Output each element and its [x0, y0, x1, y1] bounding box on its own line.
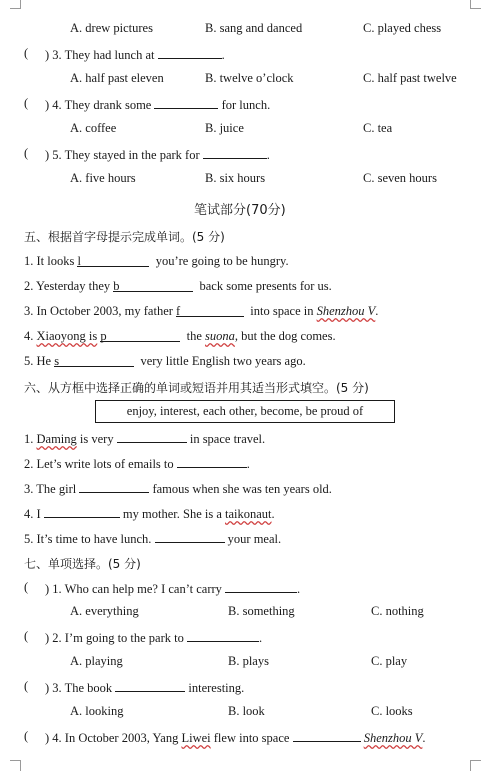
corner-mark-bottom-right [470, 760, 481, 771]
option-c: C. seven hours [363, 171, 437, 185]
question-text: In October 2003, Yang [64, 731, 179, 745]
fill-in-item [24, 505, 275, 522]
answer-blank[interactable] [117, 430, 187, 443]
option-c: C. play [371, 654, 408, 668]
answer-paren-open[interactable]: ( [24, 46, 29, 60]
question-number: 3. [52, 681, 62, 695]
answer-paren-close: ) [45, 631, 50, 645]
fill-in-item [24, 530, 281, 547]
spacecraft-name: Shenzhou V [316, 304, 376, 318]
item-number: 4. [24, 329, 34, 343]
item-text-tail: , but the dog comes. [234, 329, 336, 343]
question-number: 3. [52, 48, 62, 62]
item-text: Xiaoyong is [36, 329, 98, 343]
option-b: B. juice [205, 121, 244, 135]
corner-mark-top-left [10, 0, 21, 9]
answer-blank[interactable] [79, 480, 149, 493]
item-text: is very [79, 432, 114, 446]
initial-letter-hint: b [113, 279, 120, 293]
punctuation: . [375, 304, 379, 318]
item-text: Yesterday they [36, 279, 111, 293]
answer-blank[interactable] [158, 46, 222, 59]
fill-in-item [24, 455, 250, 472]
question-text-end: . [297, 582, 301, 596]
answer-paren-close: ) [45, 98, 50, 112]
answer-paren-open[interactable]: ( [24, 580, 29, 594]
question-text-end: for lunch. [221, 98, 271, 112]
answer-paren-open[interactable]: ( [24, 679, 29, 693]
answer-blank[interactable] [293, 729, 361, 742]
option-c: C. looks [371, 704, 413, 718]
person-name: Liwei [181, 731, 211, 745]
item-text: In October 2003, my father [36, 304, 173, 318]
option-b: B. plays [228, 654, 269, 668]
item-text-end: the [186, 329, 202, 343]
answer-paren-open[interactable]: ( [24, 729, 29, 743]
spacecraft-name: Shenzhou V [363, 731, 423, 745]
option-a: A. five hours [70, 171, 136, 185]
item-number: 2. [24, 457, 34, 471]
section-heading: 七、单项选择。(5 分) [24, 557, 141, 571]
answer-paren-open[interactable]: ( [24, 96, 29, 110]
word-taikonaut: taikonaut [225, 507, 272, 521]
word-bank-box [95, 400, 395, 423]
answer-blank[interactable] [176, 304, 244, 317]
question-number: 4. [52, 98, 62, 112]
item-text-end: you’re going to be hungry. [155, 254, 289, 268]
item-text: Let’s write lots of emails to [36, 457, 174, 471]
question-text-end: . [259, 631, 263, 645]
question-number: 5. [52, 148, 62, 162]
option-c: C. half past twelve [363, 71, 457, 85]
item-text-end: my mother. She is a [122, 507, 222, 521]
answer-paren-close: ) [45, 681, 50, 695]
fill-in-item [24, 254, 289, 269]
initial-letter-hint: p [100, 329, 107, 343]
question-text: They drank some [64, 98, 152, 112]
option-c: C. tea [363, 121, 393, 135]
answer-blank[interactable] [113, 279, 193, 292]
question-text: They had lunch at [64, 48, 155, 62]
item-number: 5. [24, 354, 34, 368]
option-a: A. looking [70, 704, 124, 718]
punctuation: . [271, 507, 275, 521]
item-text: The girl [36, 482, 77, 496]
answer-blank[interactable] [100, 329, 180, 342]
section-title: 笔试部分(70分) [194, 203, 286, 218]
word-bank-text: enjoy, interest, each other, become, be proud of [126, 404, 364, 418]
initial-letter-hint: s [54, 354, 60, 368]
option-b: B. sang and danced [205, 21, 303, 35]
item-number: 5. [24, 532, 34, 546]
corner-mark-bottom-left [10, 760, 21, 771]
initial-letter-hint: f [176, 304, 181, 318]
question-text: They stayed in the park for [64, 148, 200, 162]
item-number: 3. [24, 304, 34, 318]
answer-paren-close: ) [45, 48, 50, 62]
item-text: It looks [36, 254, 75, 268]
instrument-name: suona [205, 329, 235, 343]
item-number: 2. [24, 279, 34, 293]
question-text-end: . [221, 48, 225, 62]
question-number: 1. [52, 582, 62, 596]
question-text: Who can help me? I can’t carry [64, 582, 222, 596]
item-number: 1. [24, 254, 34, 268]
answer-blank[interactable] [177, 455, 247, 468]
fill-in-item [24, 304, 378, 319]
option-b: B. look [228, 704, 265, 718]
item-text-end: your meal. [227, 532, 282, 546]
fill-in-item [24, 430, 265, 447]
answer-blank[interactable] [44, 505, 120, 518]
option-a: A. coffee [70, 121, 117, 135]
question-number: 4. [52, 731, 62, 745]
option-a: A. playing [70, 654, 123, 668]
corner-mark-top-right [470, 0, 481, 9]
item-text-end: . [246, 457, 250, 471]
question-text: I’m going to the park to [64, 631, 184, 645]
item-text: It’s time to have lunch. [36, 532, 152, 546]
fill-in-item [24, 329, 336, 344]
answer-blank[interactable] [154, 96, 218, 109]
person-name: Daming [36, 432, 77, 446]
option-b: B. six hours [205, 171, 266, 185]
section-heading: 六、从方框中选择正确的单词或短语并用其适当形式填空。(5 分) [24, 381, 369, 395]
section-heading: 五、根据首字母提示完成单词。(5 分) [24, 230, 225, 244]
option-b: B. something [228, 604, 295, 618]
fill-in-item [24, 480, 332, 497]
option-b: B. twelve o’clock [205, 71, 294, 85]
answer-paren-close: ) [45, 582, 50, 596]
item-text-end: in space travel. [189, 432, 266, 446]
option-a: A. half past eleven [70, 71, 164, 85]
answer-paren-close: ) [45, 731, 50, 745]
answer-blank[interactable] [54, 354, 134, 367]
answer-paren-open[interactable]: ( [24, 629, 29, 643]
answer-blank[interactable] [203, 146, 267, 159]
answer-paren-close: ) [45, 148, 50, 162]
fill-in-item [24, 354, 306, 369]
option-c: C. nothing [371, 604, 424, 618]
punctuation: . [422, 731, 426, 745]
answer-paren-open[interactable]: ( [24, 146, 29, 160]
answer-blank[interactable] [77, 254, 149, 267]
item-text: I [36, 507, 41, 521]
item-number: 1. [24, 432, 34, 446]
answer-blank[interactable] [225, 580, 297, 593]
item-text-end: famous when she was ten years old. [152, 482, 332, 496]
item-number: 3. [24, 482, 34, 496]
question-text-mid: flew into space [213, 731, 290, 745]
fill-in-item [24, 279, 332, 294]
option-a: A. drew pictures [70, 21, 153, 35]
question-text: The book [64, 681, 113, 695]
answer-blank[interactable] [115, 679, 185, 692]
item-text: He [36, 354, 52, 368]
answer-blank[interactable] [187, 629, 259, 642]
answer-blank[interactable] [155, 530, 225, 543]
item-text-end: into space in [250, 304, 314, 318]
option-a: A. everything [70, 604, 139, 618]
item-text-end: very little English two years ago. [140, 354, 306, 368]
question-number: 2. [52, 631, 62, 645]
item-text-end: back some presents for us. [199, 279, 332, 293]
initial-letter-hint: l [77, 254, 81, 268]
question-text-end: . [266, 148, 270, 162]
item-number: 4. [24, 507, 34, 521]
question-text-end: interesting. [188, 681, 245, 695]
option-c: C. played chess [363, 21, 442, 35]
